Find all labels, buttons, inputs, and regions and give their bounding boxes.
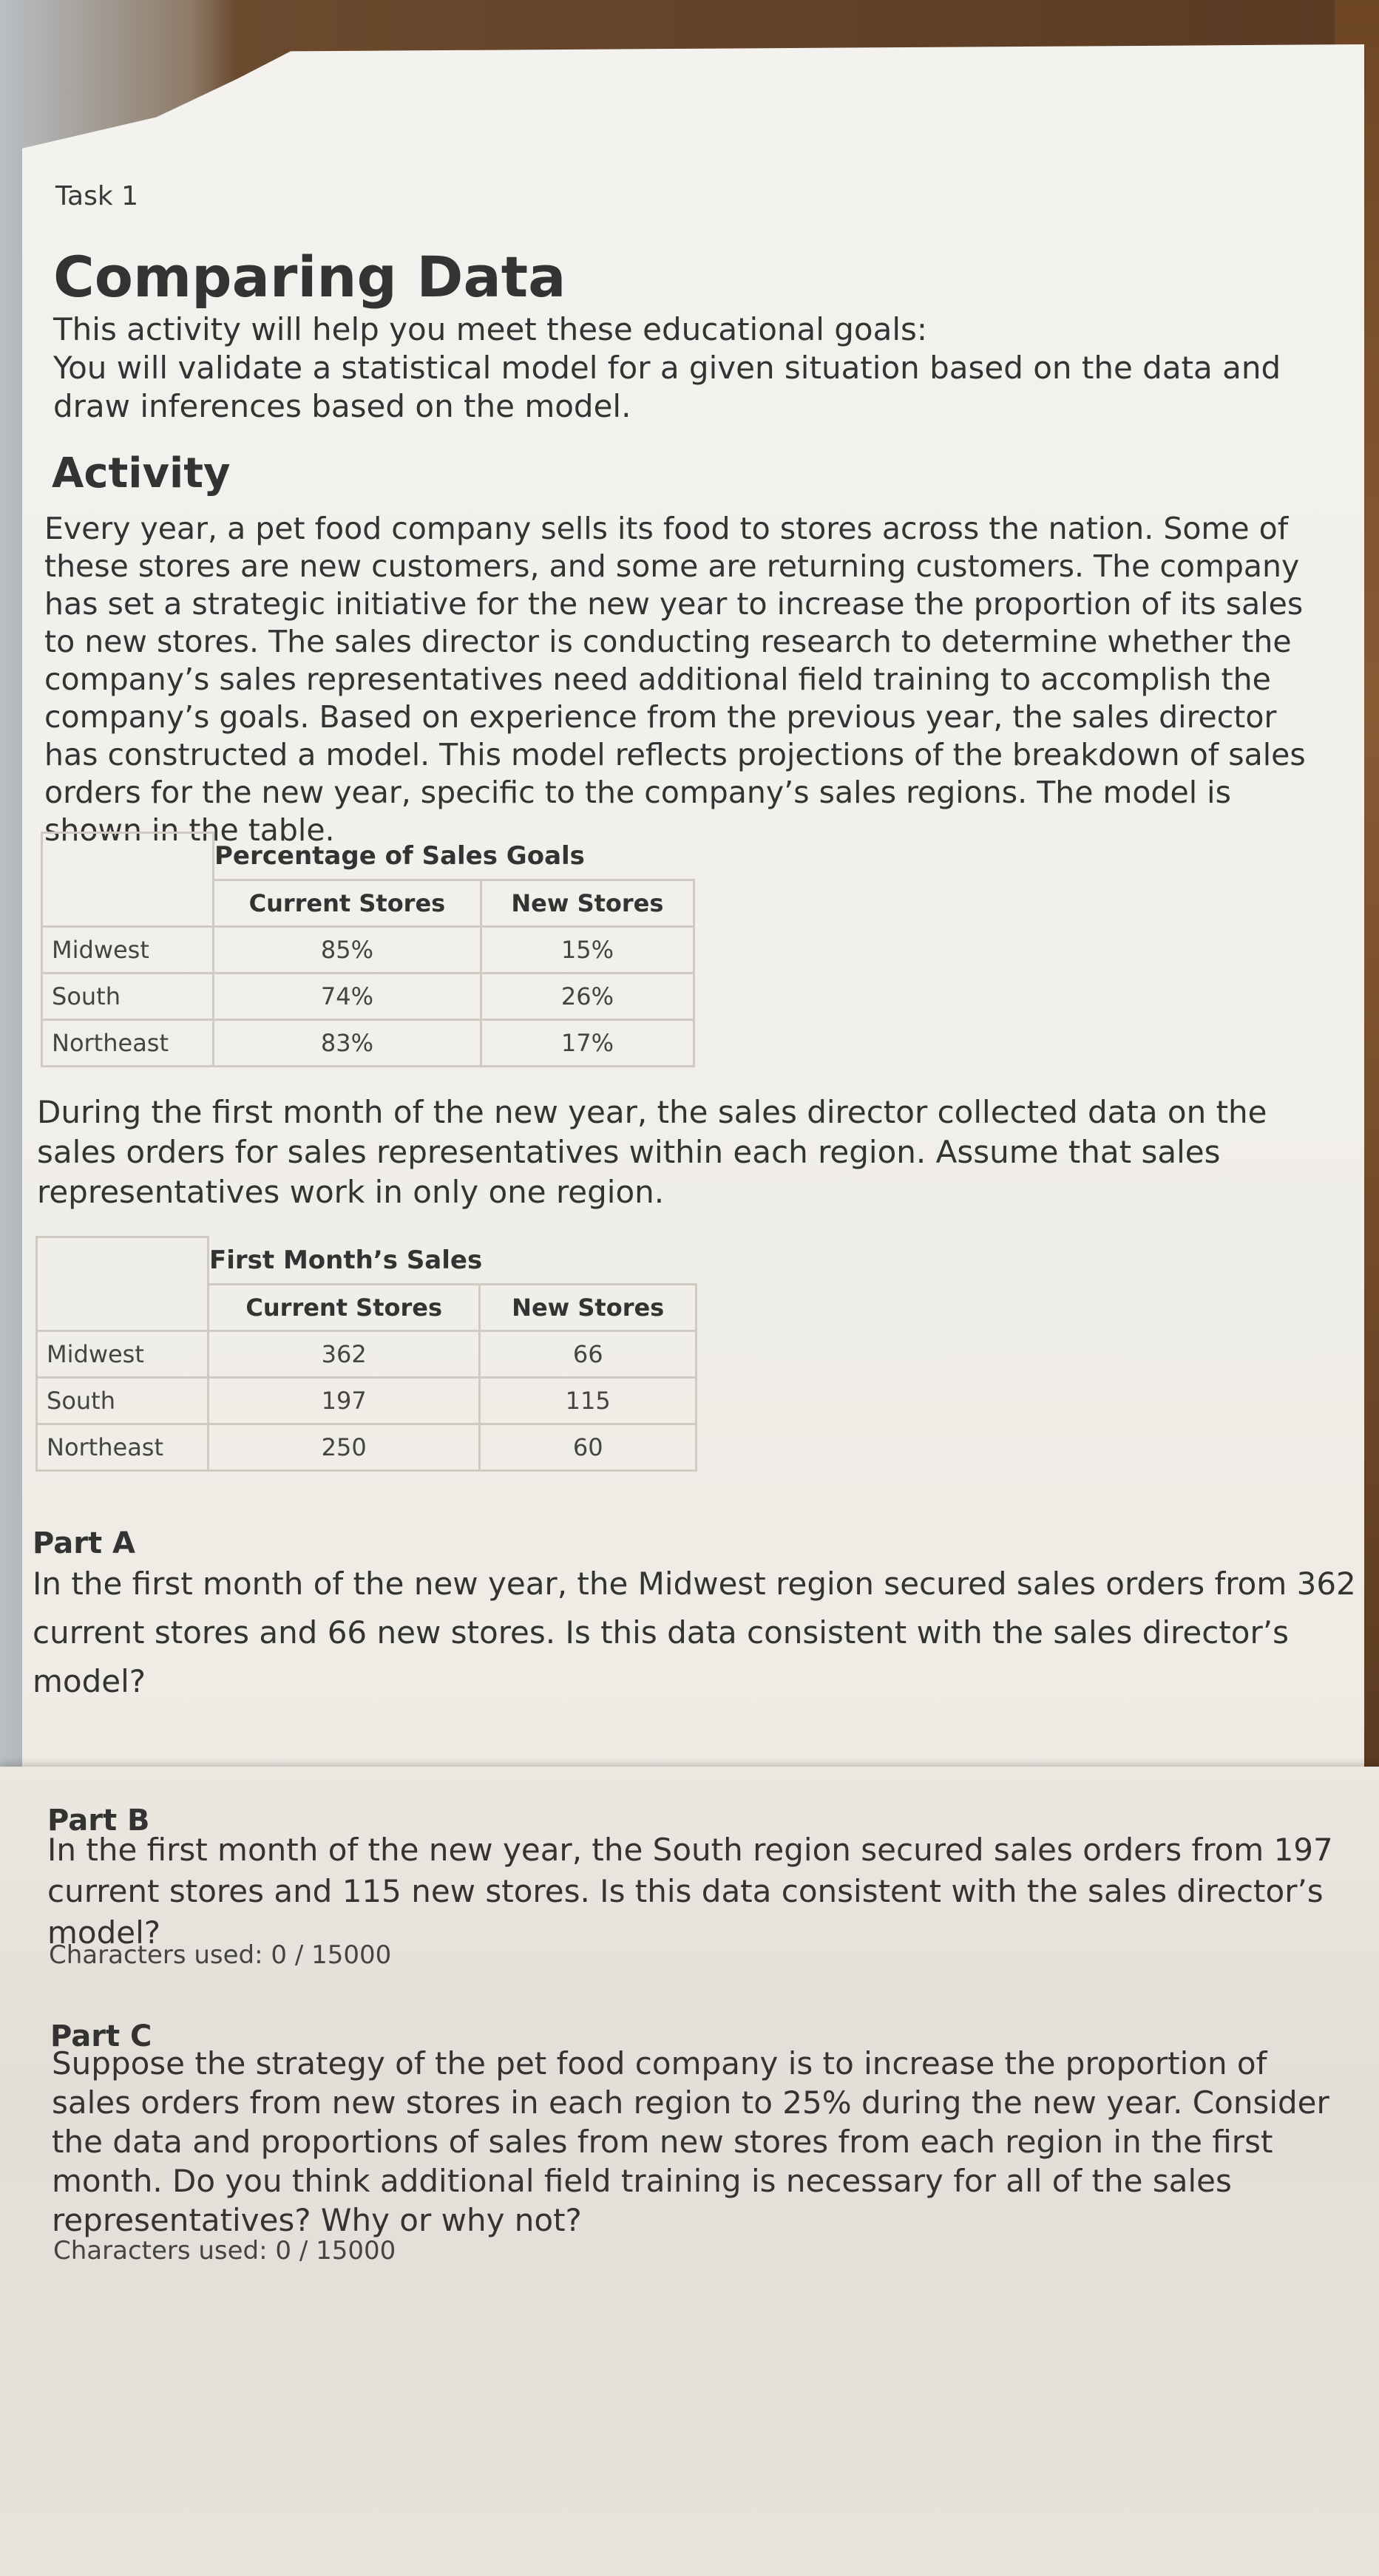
region-cell: Northeast (42, 1019, 214, 1066)
region-cell: Midwest (37, 1331, 209, 1377)
current-cell: 250 (209, 1424, 480, 1470)
new-cell: 15% (481, 926, 694, 973)
table-caption: Percentage of Sales Goals (214, 833, 694, 880)
part-c-question: Suppose the strategy of the pet food company is to increase the proportion of sales orders from new stores in each region to 25% during the new year. Consider the data and proportions of sales from new stores from each region in the first month. Do you think additional field training is necessary for all of the sales representatives? Why or why not? (52, 2045, 1329, 2238)
table-caption-row (37, 1237, 697, 1285)
new-cell: 17% (481, 1019, 694, 1066)
part-b-heading: Part B (47, 1804, 150, 1838)
first-month-sales-table (35, 1236, 697, 1472)
current-cell: 362 (209, 1331, 480, 1377)
sales-goals-table (41, 832, 695, 1067)
activity-text: Every year, a pet food company sells its food to stores across the nation. Some of these stores are new customers, and some are returning customers. The company has set a strategic initiative for the new year to increase the proportion of its sales to new stores. The sales director is conducting research to determine whether the company’s sales representatives need additional field training to accomplish the company’s goals. Based on experience from the previous year, the sales director has constructed a model. This model reflects projections of the breakdown of sales orders for the new year, specific to the company’s sales regions. The model is shown in the table. (44, 511, 1306, 848)
table-header-row (42, 880, 694, 926)
empty-header-cell (37, 1284, 209, 1331)
new-cell: 60 (480, 1424, 697, 1470)
intro-goals (53, 310, 1310, 426)
empty-corner-cell (42, 833, 214, 880)
table-caption: First Month’s Sales (209, 1237, 697, 1285)
column-header-current: Current Stores (209, 1284, 480, 1331)
table-row (42, 973, 694, 1019)
part-c-character-count: Characters used: 0 / 15000 (53, 2236, 396, 2266)
part-b-character-count: Characters used: 0 / 15000 (49, 1940, 392, 1970)
new-cell: 66 (480, 1331, 697, 1377)
table-row (37, 1331, 697, 1377)
column-header-new: New Stores (481, 880, 694, 926)
part-b-question: In the first month of the new year, the South region secured sales orders from 197 current stores and 115 new stores. Is this data consistent with the sales director’s model? (47, 1832, 1333, 1951)
first-month-description: During the first month of the new year, the sales director collected data on the sales orders for sales representatives within each region. Assume that sales representatives work in only one region. (37, 1094, 1267, 1210)
part-c-heading: Part C (50, 2019, 152, 2053)
intro-line-2: You will validate a statistical model for a given situation based on the data and draw inferences based on the model. (53, 350, 1281, 424)
table-row (37, 1424, 697, 1470)
task-label: Task 1 (55, 181, 139, 211)
region-cell: Northeast (37, 1424, 209, 1470)
region-cell: South (37, 1377, 209, 1424)
table-row (42, 926, 694, 973)
table-header-row (37, 1284, 697, 1331)
region-cell: South (42, 973, 214, 1019)
column-header-current: Current Stores (214, 880, 481, 926)
current-cell: 83% (214, 1019, 481, 1066)
activity-heading: Activity (52, 449, 231, 497)
page-title: Comparing Data (53, 244, 566, 310)
table-caption-row (42, 833, 694, 880)
current-cell: 85% (214, 926, 481, 973)
table-row (37, 1377, 697, 1424)
column-header-new: New Stores (480, 1284, 697, 1331)
empty-header-cell (42, 880, 214, 926)
intro-line-1: This activity will help you meet these educational goals: (53, 311, 928, 347)
new-cell: 115 (480, 1377, 697, 1424)
new-cell: 26% (481, 973, 694, 1019)
region-cell: Midwest (42, 926, 214, 973)
current-cell: 74% (214, 973, 481, 1019)
part-a-question: In the first month of the new year, the Midwest region secured sales orders from 362 current stores and 66 new stores. Is this data consistent with the sales director’s model? (33, 1566, 1356, 1699)
current-cell: 197 (209, 1377, 480, 1424)
part-a-heading: Part A (33, 1526, 135, 1560)
table-row (42, 1019, 694, 1066)
empty-corner-cell (37, 1237, 209, 1285)
